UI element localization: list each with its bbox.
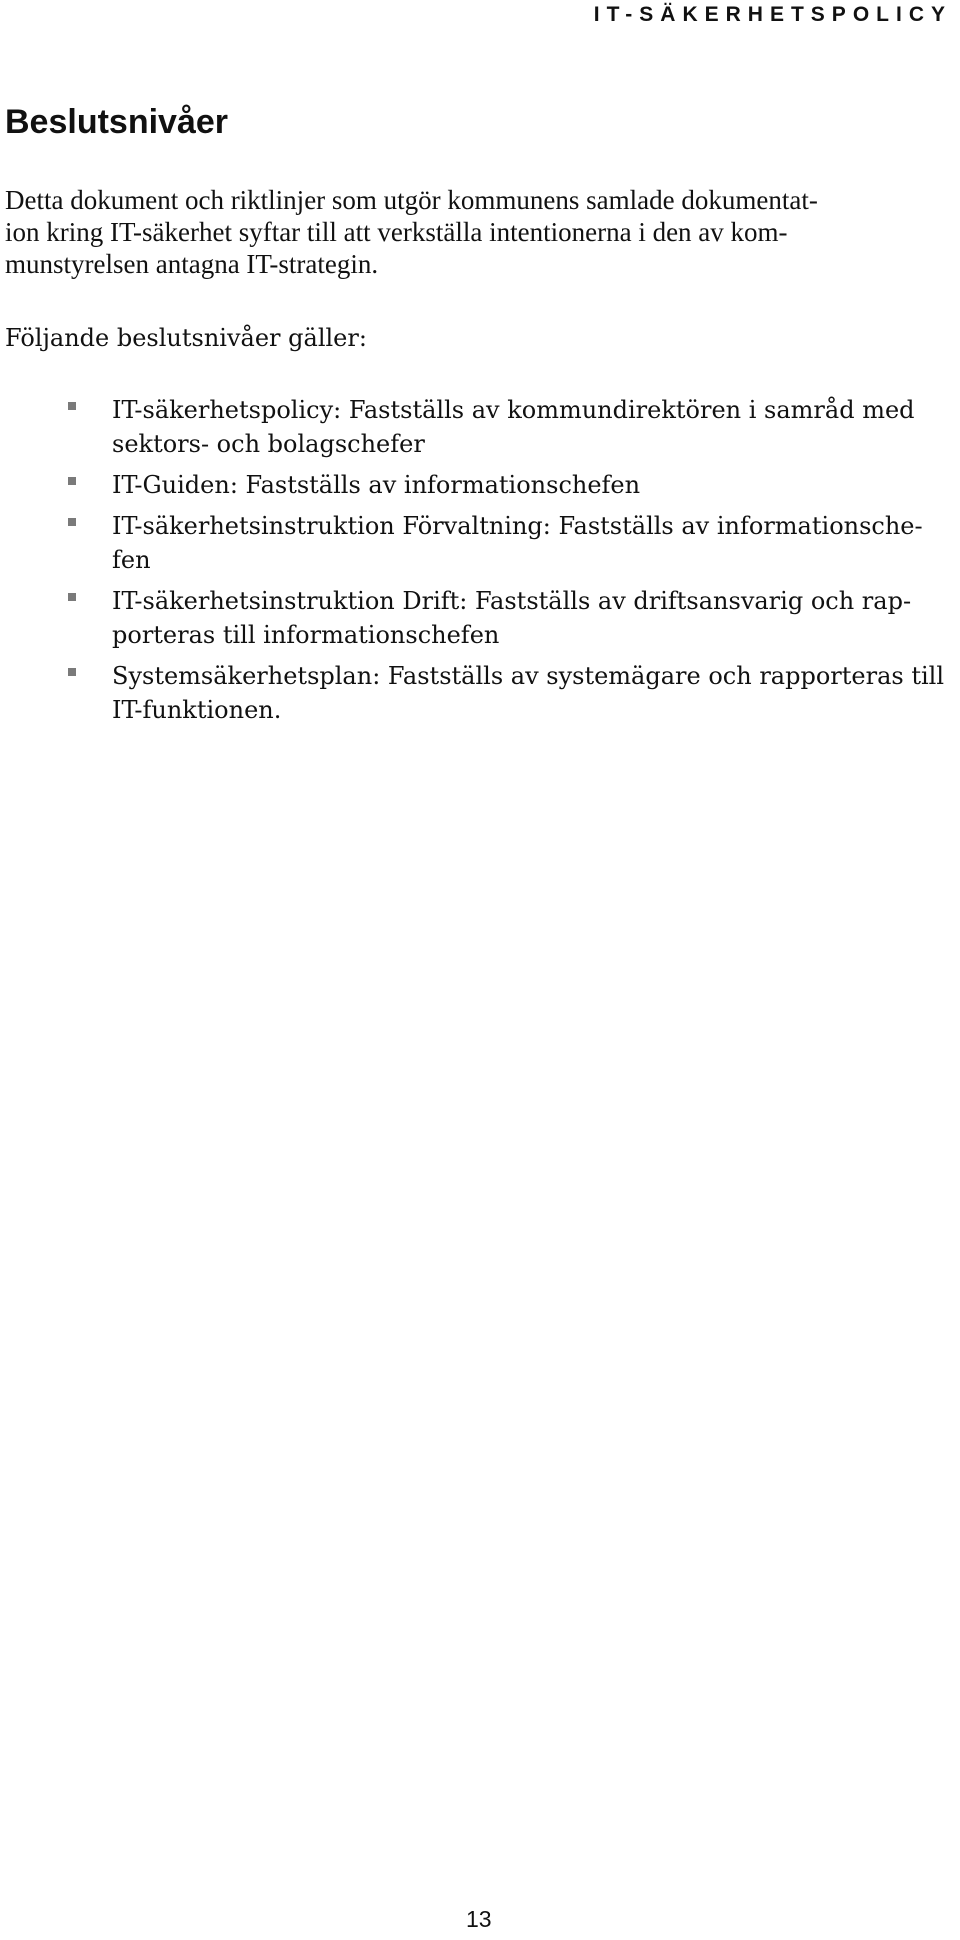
page-number: 13 xyxy=(466,1906,492,1932)
square-bullet-icon xyxy=(68,518,76,526)
list-item-line: sektors- och bolagschefer xyxy=(112,430,425,458)
list-item-line: IT-Guiden: Fastställs av informationschefen xyxy=(112,471,641,499)
square-bullet-icon xyxy=(68,477,76,485)
list-item-line: IT-säkerhetsinstruktion Förvaltning: Fastställs av informationsche- xyxy=(112,512,923,540)
list-item xyxy=(0,468,960,502)
decision-level-list xyxy=(0,393,960,734)
square-bullet-icon xyxy=(68,593,76,601)
intro-line: ion kring IT-säkerhet syftar till att verkställa intentionerna i den av kom- xyxy=(5,217,788,247)
list-item-line: Systemsäkerhetsplan: Fastställs av systemägare och rapporteras till xyxy=(112,662,944,690)
square-bullet-icon xyxy=(68,668,76,676)
list-item xyxy=(0,659,960,727)
intro-line: Detta dokument och riktlinjer som utgör kommunens samlade dokumentat- xyxy=(5,185,818,215)
intro-line: munstyrelsen antagna IT-strategin. xyxy=(5,249,379,279)
list-item xyxy=(0,393,960,461)
square-bullet-icon xyxy=(68,402,76,410)
list-item-line: IT-säkerhetsinstruktion Drift: Fastställs av driftsansvarig och rap- xyxy=(112,587,912,615)
intro-paragraph xyxy=(5,184,945,280)
list-item-line: IT-funktionen. xyxy=(112,696,282,724)
section-title: Beslutsnivåer xyxy=(5,103,228,141)
list-lead-in: Följande beslutsnivåer gäller: xyxy=(5,324,367,352)
list-item-line: porteras till informationschefen xyxy=(112,621,500,649)
running-header: IT-SÄKERHETSPOLICY xyxy=(593,3,952,26)
list-item xyxy=(0,509,960,577)
list-item xyxy=(0,584,960,652)
list-item-line: IT-säkerhetspolicy: Fastställs av kommundirektören i samråd med xyxy=(112,396,915,424)
list-item-line: fen xyxy=(112,546,151,574)
